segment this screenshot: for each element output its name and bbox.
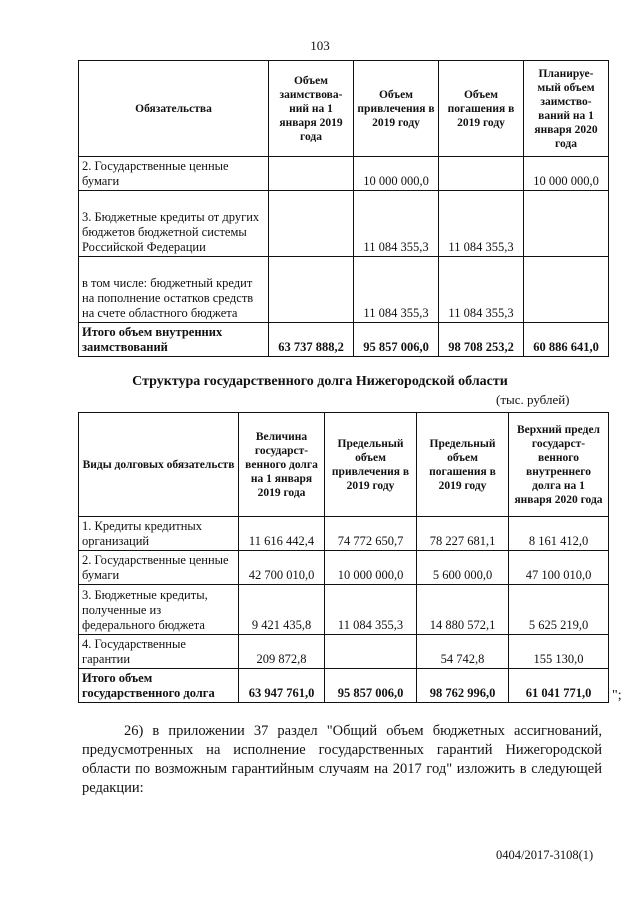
t2-row-name: 4. Государственные гарантии — [79, 635, 239, 669]
t1-cell — [269, 257, 354, 323]
t1-cell: 60 886 641,0 — [524, 323, 609, 357]
table-row — [79, 517, 609, 551]
t1-cell — [524, 191, 609, 257]
t2-cell: 8 161 412,0 — [509, 517, 609, 551]
t2-cell: 9 421 435,8 — [239, 585, 325, 635]
table-row — [79, 191, 609, 257]
closing-quote-mark: "; — [612, 688, 622, 703]
t1-cell: 11 084 355,3 — [439, 257, 524, 323]
t1-cell: 98 708 253,2 — [439, 323, 524, 357]
t2-cell: 98 762 996,0 — [417, 669, 509, 703]
t1-cell: 10 000 000,0 — [524, 157, 609, 191]
t1-header-repayment-2019: Объем погашения в 2019 году — [439, 61, 524, 157]
table-row — [79, 635, 609, 669]
t2-cell: 11 084 355,3 — [325, 585, 417, 635]
t2-cell: 61 041 771,0 — [509, 669, 609, 703]
t1-cell: 95 857 006,0 — [354, 323, 439, 357]
t2-header-limit-attraction: Предельный объем привлечения в 2019 году — [325, 413, 417, 517]
t1-cell — [524, 257, 609, 323]
t1-row-name: в том числе: бюджетный кредит на пополнение остатков средств на счете областного бюджета — [79, 257, 269, 323]
t2-row-name: 2. Государственные ценные бумаги — [79, 551, 239, 585]
t2-row-name: 3. Бюджетные кредиты, полученные из федерального бюджета — [79, 585, 239, 635]
t2-cell: 42 700 010,0 — [239, 551, 325, 585]
t1-header-volume-jan2019: Объем заимствова-ний на 1 января 2019 года — [269, 61, 354, 157]
t2-cell: 155 130,0 — [509, 635, 609, 669]
table-row-total — [79, 669, 609, 703]
t1-header-attraction-2019: Объем привлечения в 2019 году — [354, 61, 439, 157]
page-number: 103 — [310, 38, 330, 53]
t1-cell — [269, 191, 354, 257]
table-row — [79, 585, 609, 635]
t1-cell — [439, 157, 524, 191]
t1-cell: 11 084 355,3 — [354, 257, 439, 323]
t2-cell — [325, 635, 417, 669]
unit-note: (тыс. рублей) — [496, 392, 570, 407]
t1-cell: 10 000 000,0 — [354, 157, 439, 191]
table-row-total — [79, 323, 609, 357]
document-code: 0404/2017-3108(1) — [496, 848, 594, 862]
section-title: Структура государственного долга Нижегородской области — [132, 374, 508, 389]
t1-row-name: 3. Бюджетные кредиты от других бюджетов бюджетной системы Российской Федерации — [79, 191, 269, 257]
t2-cell: 5 625 219,0 — [509, 585, 609, 635]
t2-row-name: Итого объем государственного долга — [79, 669, 239, 703]
t1-cell: 63 737 888,2 — [269, 323, 354, 357]
t2-cell: 95 857 006,0 — [325, 669, 417, 703]
t2-cell: 47 100 010,0 — [509, 551, 609, 585]
t2-cell: 11 616 442,4 — [239, 517, 325, 551]
t2-header-upper-limit-2020: Верхний предел государст-венного внутреннего долга на 1 января 2020 года — [509, 413, 609, 517]
t2-header-debt-types: Виды долговых обязательств — [79, 413, 239, 517]
t2-cell: 10 000 000,0 — [325, 551, 417, 585]
t1-header-planned-jan2020: Планируе-мый объем заимство-ваний на 1 января 2020 года — [524, 61, 609, 157]
t1-cell: 11 084 355,3 — [439, 191, 524, 257]
table-row — [79, 257, 609, 323]
t1-cell: 11 084 355,3 — [354, 191, 439, 257]
t2-header-debt-jan2019: Величина государст-венного долга на 1 января 2019 года — [239, 413, 325, 517]
borrowings-table — [78, 60, 609, 357]
t2-cell: 209 872,8 — [239, 635, 325, 669]
paragraph-text: 26) в приложении 37 раздел "Общий объем бюджетных ассигнований, предусмотренных на исполнение государственных гарантий Нижегородской области по возможным гарантийным случаям на 2017 год" изложить в следующей редакции: — [82, 723, 602, 796]
t2-cell: 74 772 650,7 — [325, 517, 417, 551]
t1-row-name: Итого объем внутренних заимствований — [79, 323, 269, 357]
debt-structure-table — [78, 412, 609, 703]
t2-cell: 78 227 681,1 — [417, 517, 509, 551]
t2-header-limit-repayment: Предельный объем погашения в 2019 году — [417, 413, 509, 517]
t2-row-name: 1. Кредиты кредитных организаций — [79, 517, 239, 551]
amendment-paragraph — [82, 722, 602, 798]
t1-row-name: 2. Государственные ценные бумаги — [79, 157, 269, 191]
t2-cell: 14 880 572,1 — [417, 585, 509, 635]
table-row — [79, 157, 609, 191]
t2-cell: 54 742,8 — [417, 635, 509, 669]
t1-header-obligations: Обязательства — [79, 61, 269, 157]
t2-cell: 63 947 761,0 — [239, 669, 325, 703]
table-row — [79, 551, 609, 585]
t1-cell — [269, 157, 354, 191]
t2-cell: 5 600 000,0 — [417, 551, 509, 585]
